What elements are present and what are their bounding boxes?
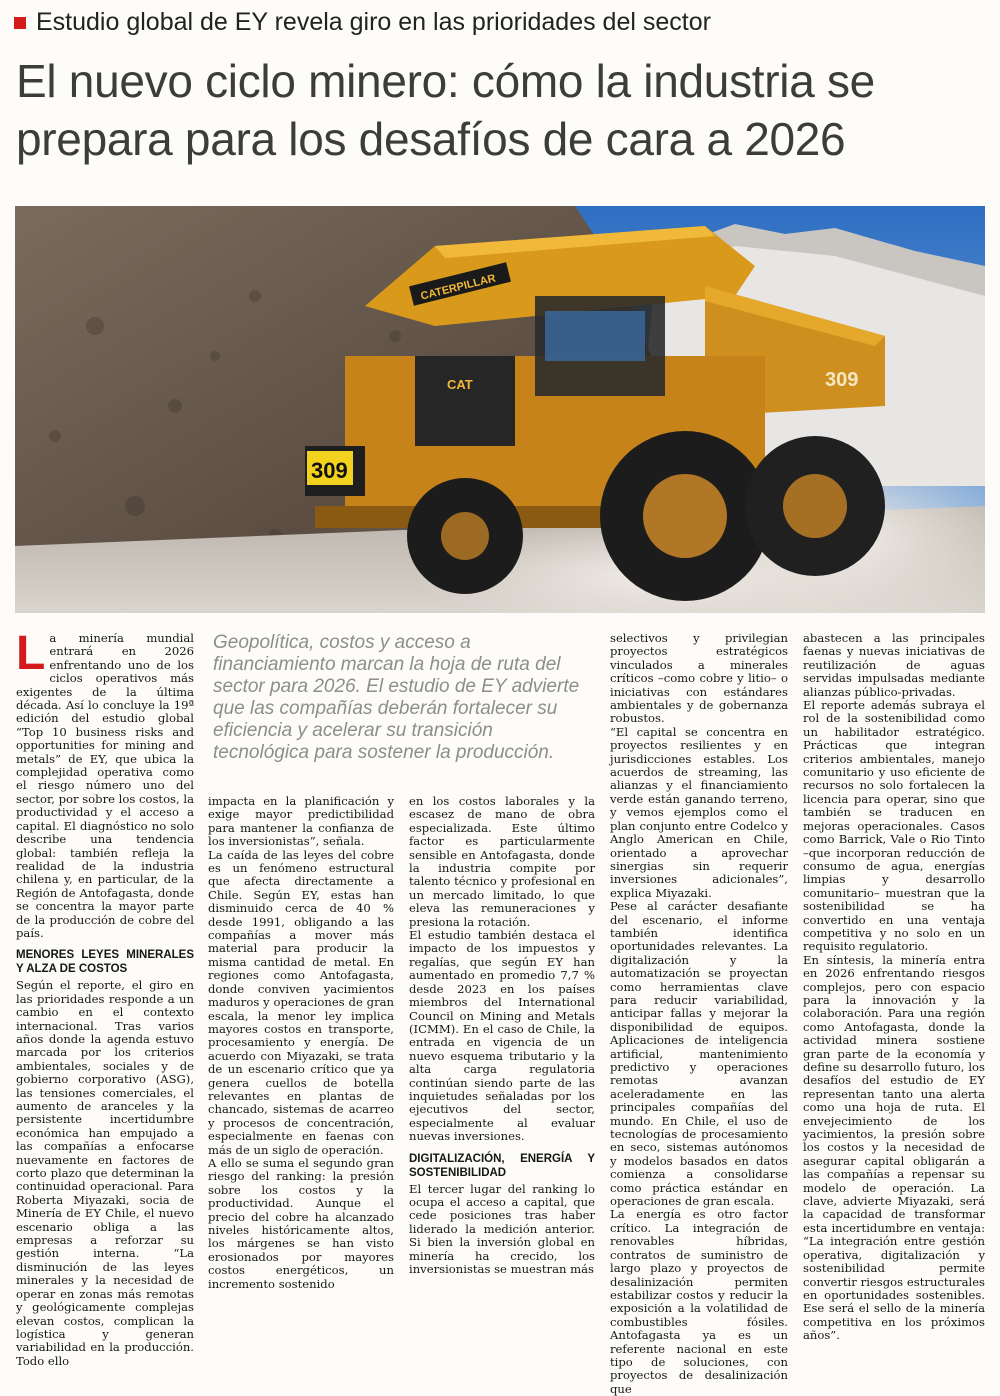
column-4 [610,631,788,1396]
col3-paragraph-1: en los costos laborales y la escasez de mano de obra especializada. Este último factor es particularmente sensible en Antofagasta, donde la industria compite por talento técnico y profesional en un mercado limitado, lo que eleva las remuneraciones y presiona la rotación. [409,794,595,929]
col4-paragraph-4: La energía es otro factor crítico. La integración de renovables híbridas, contratos de suministro de largo plazo y proyectos de desalinización permiten estabilizar costos y reducir la exposición a la volatilidad de combustibles fósiles. Antofagasta ya es un referente nacional en este tipo de soluciones, con proyectos de desalinización que [610,1207,788,1396]
col2-paragraph-1: impacta en la planificación y exige mayor predictibilidad para mantener la confianza de los inversionistas”, señala. [208,794,394,849]
column-1 [16,627,194,1368]
column-5 [803,631,985,1343]
truck-brand-label: CATERPILLAR [419,272,497,303]
column-3 [409,794,595,1276]
col2-paragraph-3: A ello se suma el segundo gran riesgo del ranking: la presión sobre los costos y la productividad. Aunque el precio del cobre ha alcanzado niveles históricamente altos, los márgenes se han visto erosionados por mayores costos energéticos, un incremento sostenido [208,1155,394,1291]
photo-illustration [15,206,985,613]
col4-paragraph-3: Pese al carácter desafiante del escenario, el informe también identifica oportunidades relevantes. La digitalización y la automatización se proyectan como herramientas clave para reducir variabilidad, anticipar fallas y mejorar la disponibilidad de equipos. Aplicaciones de inteligencia artificial, mantenimiento predictivo y operaciones remotas avanzan aceleradamente en las principales compañías del mundo. En Chile, el uso de tecnologías de procesamiento en seco, sistemas autónomos y modelos basados en datos comienza a consolidarse como práctica estándar en operaciones de gran escala. [610,899,788,1209]
col2-paragraph-2: La caída de las leyes del cobre es un fenómeno estructural que afecta directamente a Chile. Según EY, estas han disminuido cerca de 40 % desde 1991, obligando a las compañías a mover más material para producir la misma cantidad de metal. En regiones como Antofagasta, donde conviven yacimientos maduros y operaciones de gran escala, la menor ley implica mayores costos en transporte, procesamiento y energía. De acuerdo con Miyazaki, se trata de un escenario crítico que ya genera cuellos de botella relevantes en plantas de chancado, sistemas de acarreo y procesos de concentración, especialmente en faenas con más de un siglo de operación. [208,847,394,1157]
column-2 [208,794,394,1291]
col1-subheading: MENORES LEYES MINERALES Y ALZA DE COSTOS [16,949,194,976]
col1-paragraph-1: La minería mundial entrará en 2026 enfrentando uno de los ciclos operativos más exigentes de la última década. Así lo concluye la 19ª edición del estudio global “Top 10 business risks and opportunities for mining and metals” de EY, que ubica la complejidad operativa como el riesgo número uno del sector, por sobre los costos, la productividad y el acceso a capital. El diagnóstico no solo describe una tendencia global: también refleja la realidad de la industria chilena y, en particular, de la Región de Antofagasta, donde se concentra la mayor parte de la producción de cobre del país. [16,627,194,940]
truck-logo-label: CAT [447,377,473,392]
col5-paragraph-3: En síntesis, la minería entra en 2026 enfrentando riesgos complejos, pero con espacio para la innovación y la colaboración. Para una región como Antofagasta, donde la actividad minera sostiene gran parte de la economía y define su desarrollo futuro, los desafíos del estudio de EY representan tanto una alerta como una hoja de ruta. El envejecimiento de los yacimientos, la presión sobre los costos y la necesidad de asegurar capital obligarán a las compañías a repensar su modelo de operación. La clave, advierte Miyazaki, será la capacidad de transformar esta incertidumbre en ventaja: “La integración entre gestión operativa, digitalización y sostenibilidad permite convertir riesgos estructurales en oportunidades sostenibles. Ese será el sello de la minería competitiva en los próximos años”. [803,952,985,1343]
col3-subheading: DIGITALIZACIÓN, ENERGÍA Y SOSTENIBILIDAD [409,1152,595,1179]
kicker-text: Estudio global de EY revela giro en las prioridades del sector [36,8,711,36]
col3-paragraph-2: El estudio también destaca el impacto de los impuestos y regalías, que según EY han aumentado en promedio 7,7 % desde 2023 en los países miembros del International Council on Mining and Metals (ICMM). En el caso de Chile, la entrada en vigencia de un nuevo esquema tributario y la alta carga regulatoria continúan siendo parte de las inquietudes señaladas por los ejecutivos del sector, especialmente al evaluar nuevas inversiones. [409,928,595,1144]
mining-truck-photo [15,206,985,613]
dropcap: L [16,627,46,680]
kicker [14,8,711,37]
red-square-icon [14,17,26,29]
col3-paragraph-3: El tercer lugar del ranking lo ocupa el acceso a capital, que cede posiciones tras haber liderado la medición anterior. Si bien la inversión global en minería ha crecido, los inversionistas se muestran más [409,1181,595,1276]
headline: El nuevo ciclo minero: cómo la industria se prepara para los desafíos de cara a 2026 [16,55,875,165]
truck-side-number-label: 309 [825,369,859,391]
col5-paragraph-2: El reporte además subraya el rol de la sostenibilidad como un habilitador estratégico. Prácticas que integran criterios ambientales, manejo comunitario y uso eficiente de recursos no solo fortalecen la licencia para operar, sino que también se traducen en mejoras operacionales. Casos como Barrick, Vale o Rio Tinto –que incorporan reducción de consumo de agua, energías limpias y desarrollo comunitario– muestran que la sostenibilidad se ha convertido en una ventaja competitiva y no solo en un requisito regulatorio. [803,698,985,954]
col4-paragraph-2: “El capital se concentra en proyectos resilientes y en jurisdicciones estables. Los acuerdos de streaming, las alianzas y el financiamiento verde están ganando terreno, y vemos ejemplos como el plan conjunto entre Codelco y Anglo American en Chile, orientado a aprovechar sinergias sin requerir inversiones adicionales”, explica Miyazaki. [610,724,788,900]
col5-paragraph-1: abastecen a las principales faenas y nuevas iniciativas de reutilización de aguas servidas impulsadas mediante alianzas público-privadas. [803,631,985,699]
col4-paragraph-1: selectivos y privilegian proyectos estratégicos vinculados a minerales críticos –como cobre y litio– o iniciativas con estándares ambientales y de gobernanza robustos. [610,631,788,726]
truck-number-label: 309 [311,458,348,483]
col1-paragraph-2: Según el reporte, el giro en las prioridades responde a un cambio en el contexto internacional. Tras varios años donde la agenda estuvo marcada por los criterios ambientales, sociales y de gobierno corporativo (ASG), las tensiones comerciales, el aumento de aranceles y la persistente incertidumbre económica han empujado a las compañías a enfocarse nuevamente en factores de corto plazo que determinan la continuidad operacional. Para Roberta Miyazaki, socia de Minería de EY Chile, el nuevo escenario obliga a las empresas a reforzar su gestión interna. “La disminución de las leyes minerales y la necesidad de operar en zonas más remotas y geológicamente complejas elevan costos, complican la logística y generan variabilidad en la producción. Todo ello [16,978,194,1368]
lead-paragraph: Geopolítica, costos y acceso a financiamiento marcan la hoja de ruta del sector para 2026. El estudio de EY advierte que las compañías deberán fortalecer su eficiencia y acelerar su transición tecnológica para sostener la producción. [213,632,580,763]
